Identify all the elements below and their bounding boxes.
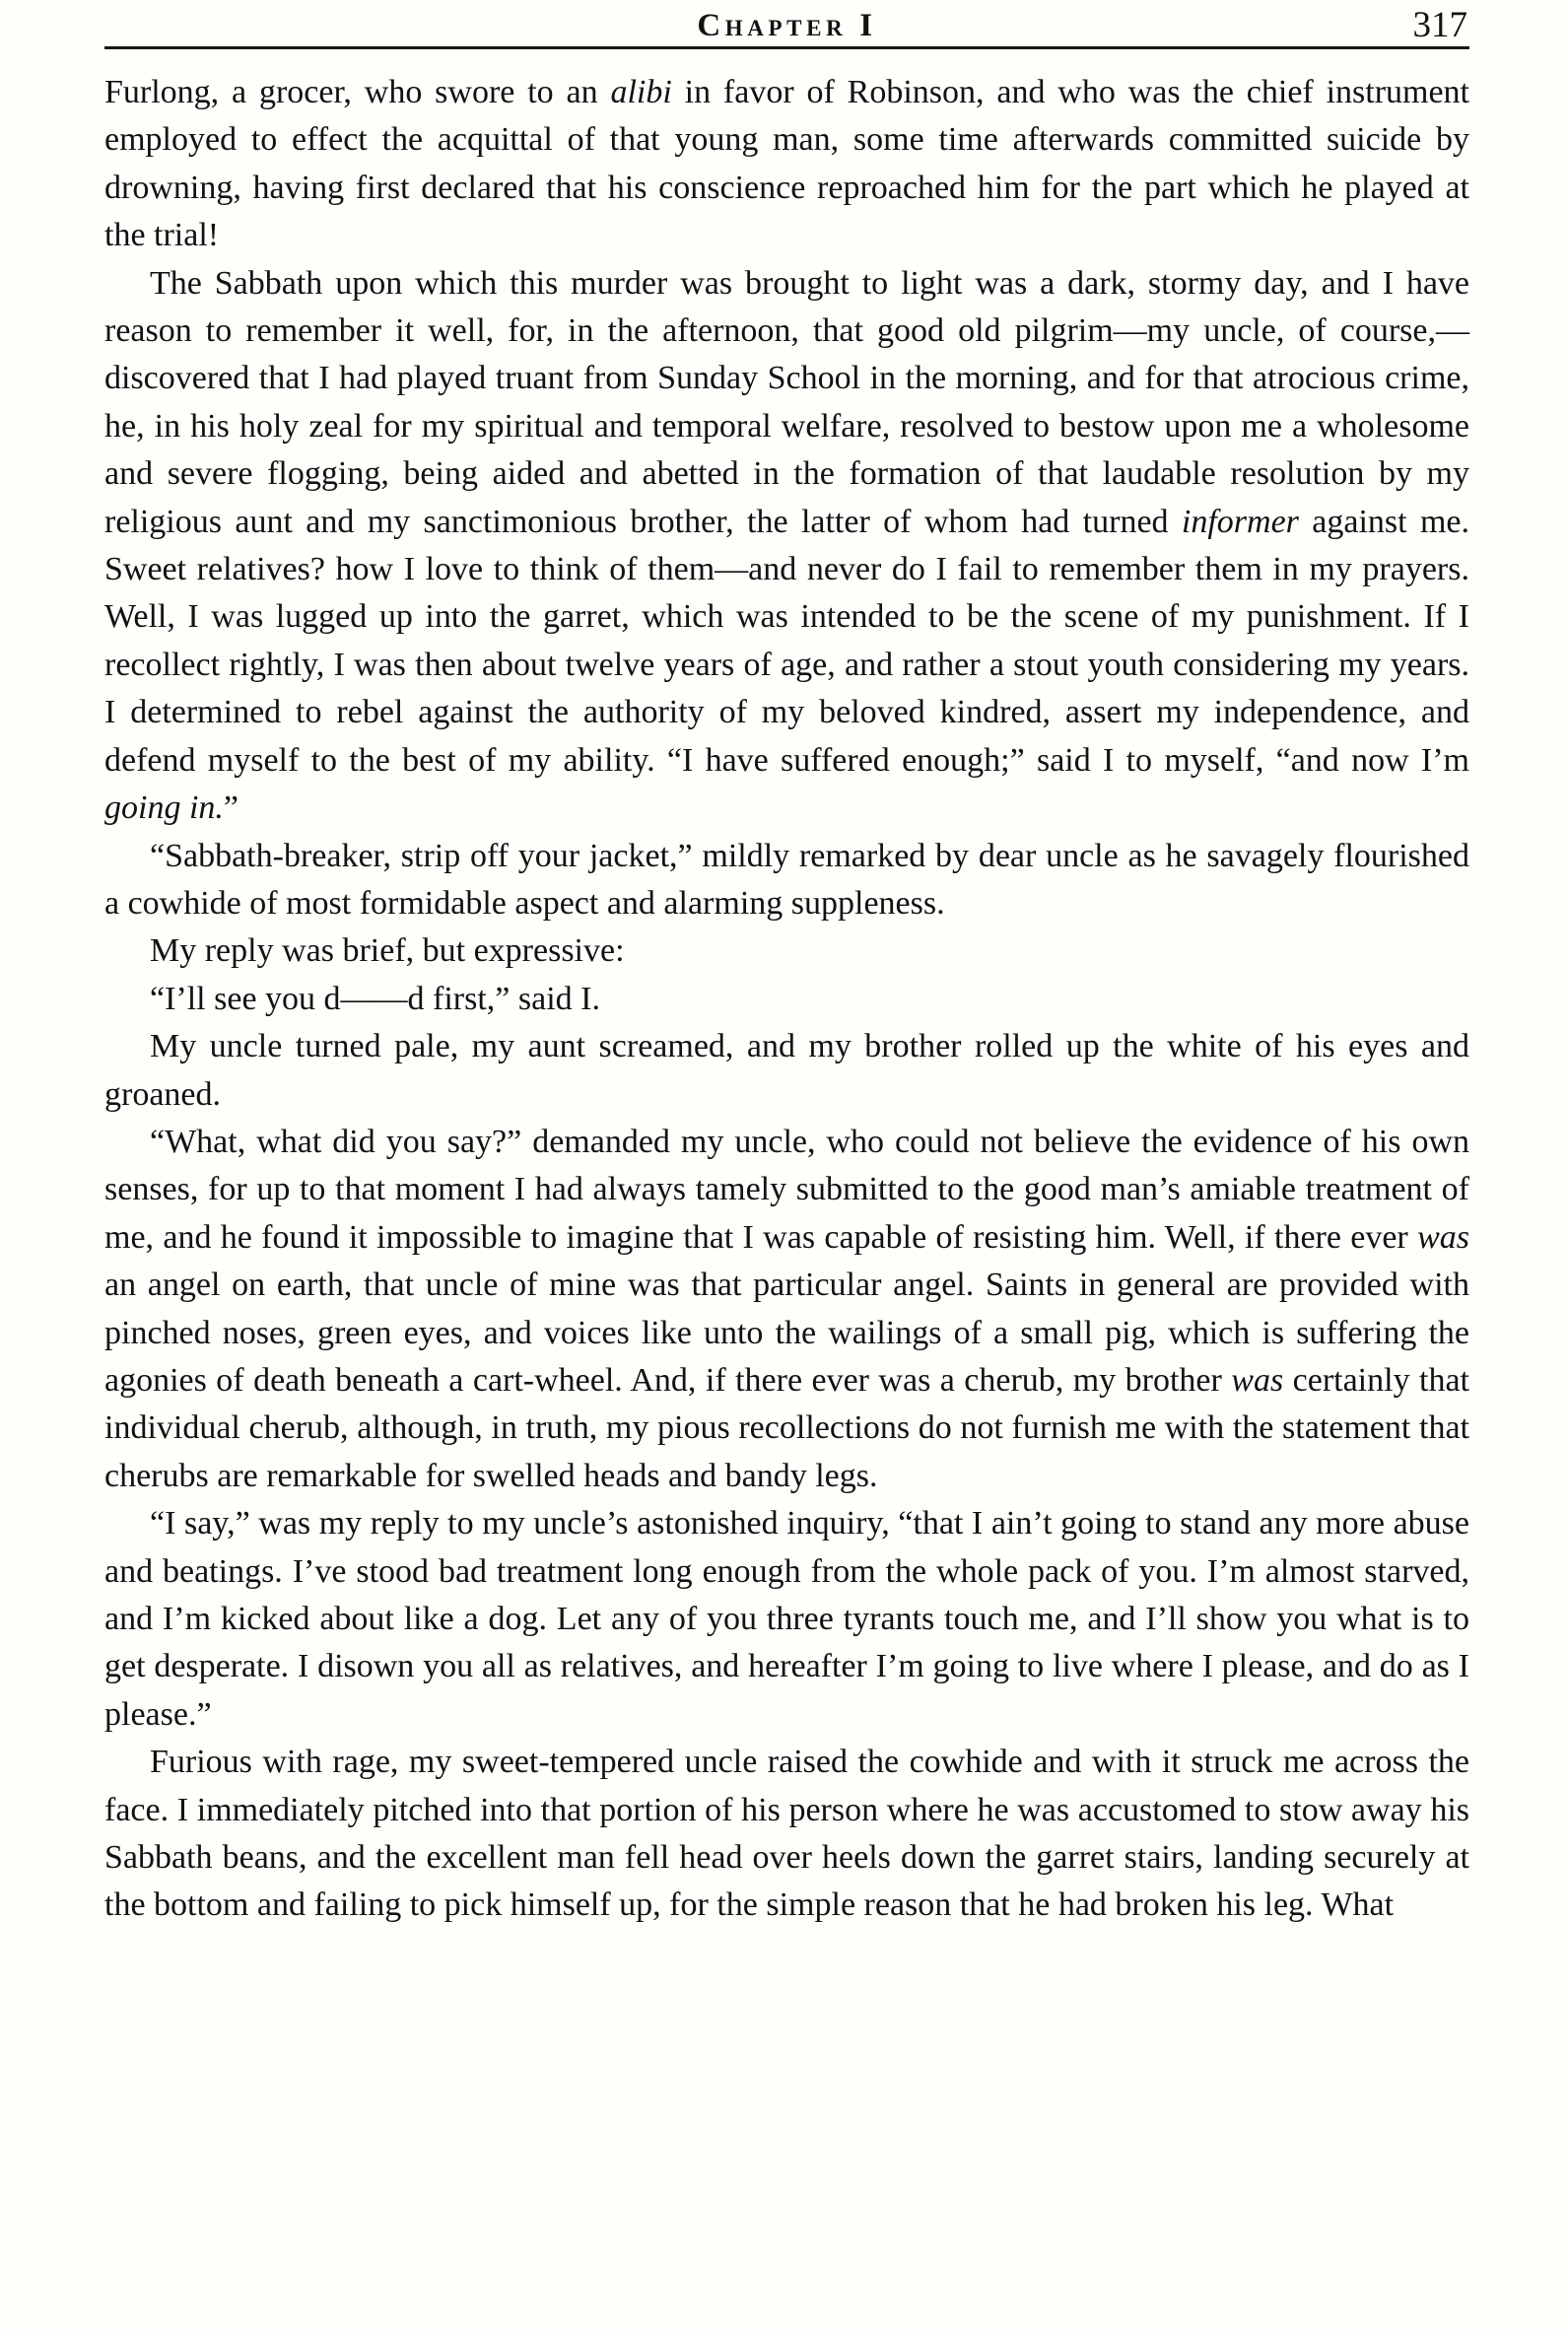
body-text: an angel on earth, that uncle of mine was that particular angel. Saints in general are provided with pinched noses, green eyes, and voices like unto the wailings of a small pig, which is suffering the agonies of death beneath a cart-wheel. And, if there ever was a cherub, my brother	[104, 1267, 1469, 1399]
body-text: Furlong, a grocer, who swore to an	[104, 74, 611, 110]
body-text: against me. Sweet relatives? how I love to think of them—and never do I fail to remember them in my prayers. Well, I was lugged up into the garret, which was intended to be the scene of my punishment. If I recollect rightly, I was then about twelve years of age, and rather a stout youth considering my years. I determined to rebel against the authority of my beloved kindred, assert my independence, and defend myself to the best of my ability. “I have suffered enough;” said I to myself, “and now I’m	[104, 503, 1469, 779]
page-body	[104, 69, 1469, 1930]
paragraph	[104, 833, 1469, 928]
chapter-title: Chapter I	[697, 8, 877, 43]
body-text: “What, what did you say?” demanded my uncle, who could not believe the evidence of his own senses, for up to that moment I had always tamely submitted to the good man’s amiable treatment of me, and he found it impossible to imagine that I was capable of resisting him. Well, if there ever	[104, 1123, 1469, 1256]
paragraph	[104, 1739, 1469, 1930]
body-text: certainly that individual cherub, although, in truth, my pious recollections do not furnish me with the statement that cherubs are remarkable for swelled heads and bandy legs.	[104, 1361, 1469, 1494]
body-text: The Sabbath upon which this murder was brought to light was a dark, stormy day, and I have reason to remember it well, for, in the afternoon, that good old pilgrim—my uncle, of course,—discovered that I had played truant from Sunday School in the morning, and for that atrocious crime, he, in his holy zeal for my spiritual and temporal welfare, resolved to bestow upon me a wholesome and severe flogging, being aided and abetted in the formation of that laudable resolution by my religious aunt and my sanctimonious brother, the latter of whom had turned	[104, 264, 1469, 540]
paragraph	[104, 69, 1469, 260]
emphasis-text: informer	[1181, 503, 1299, 540]
body-text: “I say,” was my reply to my uncle’s astonished inquiry, “that I ain’t going to stand any more abuse and beatings. I’ve stood bad treatment long enough from the whole pack of you. I’m almost starved, and I’m kicked about like a dog. Let any of you three tyrants touch me, and I’ll show you what is to get desperate. I disown you all as relatives, and hereafter I’m going to live where I please, and do as I please.”	[104, 1505, 1469, 1733]
paragraph	[104, 260, 1469, 833]
body-text: “I’ll see you d——d first,” said I.	[150, 980, 600, 1017]
emphasis-text: was	[1417, 1218, 1469, 1256]
page-header	[104, 6, 1469, 49]
paragraph	[104, 1500, 1469, 1739]
emphasis-text: was	[1231, 1361, 1284, 1399]
paragraph	[104, 1119, 1469, 1500]
body-text: My reply was brief, but expressive:	[150, 932, 625, 970]
body-text: Furious with rage, my sweet-tempered uncle raised the cowhide and with it struck me across the face. I immediately pitched into that portion of his person where he was accustomed to stow away his Sabbath beans, and the excellent man fell head over heels down the garret stairs, landing securely at the bottom and failing to pick himself up, for the simple reason that he had broken his leg. What	[104, 1744, 1469, 1924]
body-text: in favor of Robinson, and who was the chief instrument employed to effect the acquittal of that young man, some time afterwards committed suicide by drowning, having first declared that his conscience reproached him for the part which he played at the trial!	[104, 74, 1470, 254]
body-text: ”	[223, 789, 239, 827]
emphasis-text: going in.	[104, 789, 224, 827]
page-number: 317	[1412, 5, 1467, 45]
paragraph	[104, 927, 1469, 975]
body-text: “Sabbath-breaker, strip off your jacket,” mildly remarked by dear uncle as he savagely flourished a cowhide of most formidable aspect and alarming suppleness.	[104, 837, 1469, 922]
paragraph	[104, 1023, 1469, 1119]
body-text: My uncle turned pale, my aunt screamed, and my brother rolled up the white of his eyes and groaned.	[104, 1028, 1469, 1113]
emphasis-text: alibi	[610, 74, 672, 110]
paragraph	[104, 976, 1469, 1023]
